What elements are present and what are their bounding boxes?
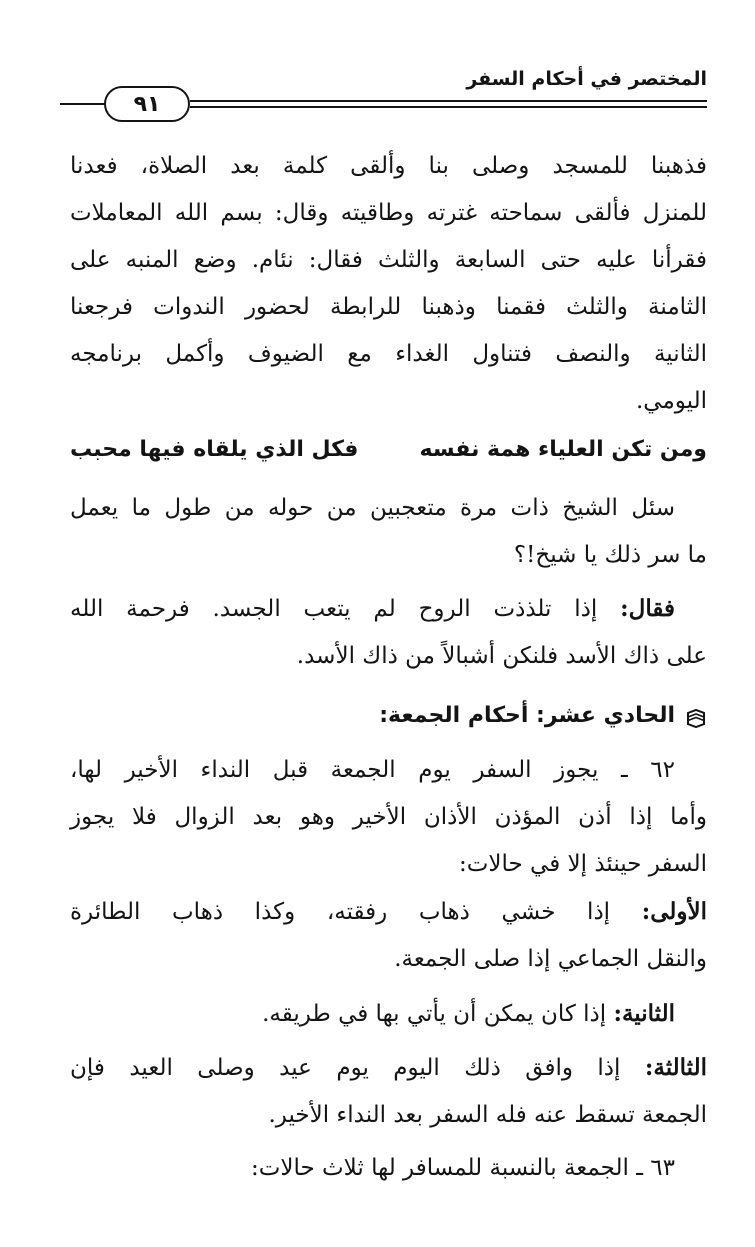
paragraph-line <box>70 996 675 1032</box>
paragraph-line: والنقل الجماعي إذا صلى الجمعة. <box>394 946 707 972</box>
paragraph-line: ٦٢ ـ يجوز السفر يوم الجمعة قبل النداء الأخير لها، <box>70 757 675 783</box>
paragraph-line: فقرأنا عليه حتى السابعة والثلث فقال: نئام. وضع المنبه على <box>70 247 707 273</box>
paragraph-line: ٦٣ ـ الجمعة بالنسبة للمسافر لها ثلاث حالات: <box>250 1155 675 1181</box>
section-heading <box>379 698 707 734</box>
header-rule-lower <box>190 106 707 108</box>
verse-first-half: ومن تكن العلياء همة نفسه <box>419 437 707 462</box>
paragraph-text: إذا تلذذت الروح لم يتعب الجسد. فرحمة الله <box>70 596 598 622</box>
header-rule <box>190 100 707 102</box>
page-number-badge <box>104 86 190 122</box>
paragraph-line <box>70 591 675 627</box>
paragraph-line: ما سر ذلك يا شيخ!؟ <box>513 542 707 568</box>
paragraph-line: اليومي. <box>635 388 707 414</box>
case-label: الأولى: <box>641 898 707 925</box>
case-label: الثانية: <box>613 1000 675 1027</box>
paragraph-line: السفر حينئذ إلا في حالات: <box>458 851 707 877</box>
paragraph-line <box>70 1050 707 1086</box>
book-icon <box>685 705 707 727</box>
paragraph-line: سئل الشيخ ذات مرة متعجبين من حوله من طول ما يعمل <box>70 495 675 521</box>
verse-second-half: فكل الذي يلقاه فيها محبب <box>70 437 359 462</box>
paragraph-line: للمنزل فألقى سماحته غترته وطاقيته وقال: بسم الله المعاملات <box>70 200 707 226</box>
header-rule-left <box>60 103 106 105</box>
paragraph-line <box>70 894 707 930</box>
paragraph-label: فقال: <box>620 595 675 622</box>
case-text: إذا خشي ذهاب رفقته، وكذا ذهاب الطائرة <box>70 899 611 925</box>
page-number: ٩١ <box>133 91 161 117</box>
case-text: إذا وافق ذلك اليوم يوم عيد وصلى العيد فإن <box>70 1055 621 1081</box>
paragraph-line: الثامنة والثلث فقمنا وذهبنا للرابطة لحضور الندوات فرجعنا <box>70 294 707 320</box>
running-title: المختصر في أحكام السفر <box>466 68 707 90</box>
paragraph-line: الثانية والنصف فتناول الغداء مع الضيوف وأكمل برنامجه <box>70 341 707 367</box>
case-text: إذا كان يمكن أن يأتي بها في طريقه. <box>262 1001 607 1027</box>
case-label: الثالثة: <box>644 1054 707 1081</box>
paragraph-line: على ذاك الأسد فلنكن أشبالاً من ذاك الأسد. <box>296 643 707 669</box>
paragraph-line: وأما إذا أذن المؤذن الأذان الأخير وهو بعد الزوال فلا يجوز <box>70 804 707 830</box>
paragraph-line: فذهبنا للمسجد وصلى بنا وألقى كلمة بعد الصلاة، فعدنا <box>70 153 707 179</box>
paragraph-line: الجمعة تسقط عنه فله السفر بعد النداء الأخير. <box>268 1102 707 1128</box>
section-heading-text: الحادي عشر: أحكام الجمعة: <box>379 703 675 728</box>
